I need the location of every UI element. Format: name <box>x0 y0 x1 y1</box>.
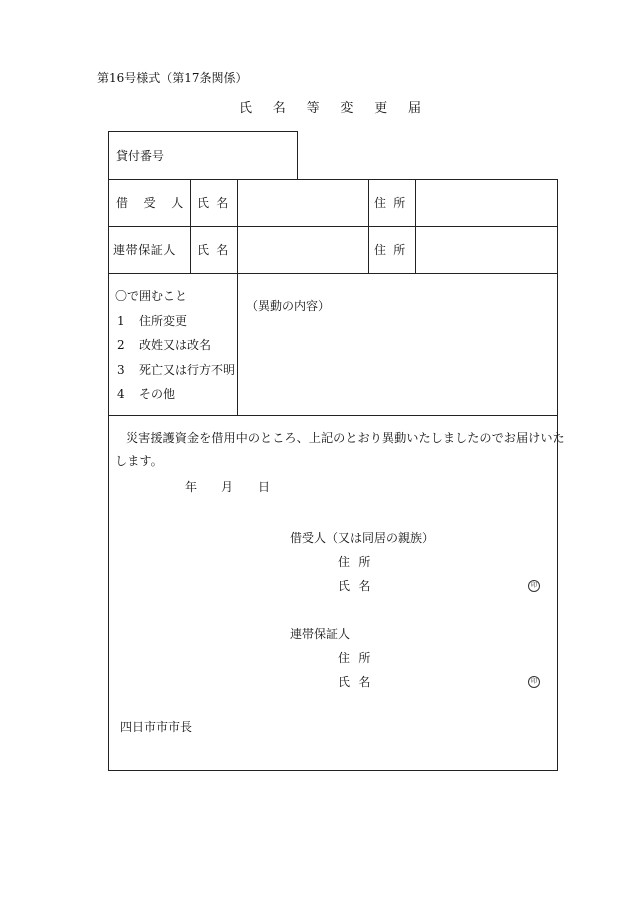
date-month[interactable]: 月 <box>221 480 234 494</box>
option-number: 1 <box>117 314 125 328</box>
option-number: 4 <box>117 387 125 401</box>
guarantor-signature-address-label: 住所 <box>338 651 379 665</box>
guarantor-address-field[interactable] <box>417 228 555 271</box>
seal-icon: 印 <box>528 676 540 688</box>
borrower-name-field[interactable] <box>239 181 366 224</box>
borrower-address-field[interactable] <box>417 181 555 224</box>
option-text: その他 <box>139 387 176 401</box>
page-title: 氏名等変更届 <box>239 101 442 116</box>
option-3[interactable] <box>117 364 235 376</box>
form-id: 第16号様式（第17条関係） <box>97 71 248 85</box>
circle-instruction: 〇で囲むこと <box>115 289 188 303</box>
option-text: 改姓又は改名 <box>139 338 212 352</box>
statement-line-1: 災害援護資金を借用中のところ、上記のとおり異動いたしましたのでお届けいた <box>126 431 565 445</box>
option-text: 住所変更 <box>139 314 188 328</box>
addressee: 四日市市市長 <box>120 720 193 734</box>
option-4[interactable] <box>117 388 175 400</box>
loan-number-label: 貸付番号 <box>116 149 165 163</box>
guarantor-signature-heading: 連帯保証人 <box>290 627 351 641</box>
option-2[interactable] <box>117 339 211 351</box>
seal-icon: 印 <box>528 580 540 592</box>
change-details-field[interactable] <box>240 318 554 412</box>
change-details-label: （異動の内容） <box>246 299 331 313</box>
borrower-name-label: 氏名 <box>197 196 236 210</box>
option-number: 2 <box>117 338 125 352</box>
borrower-signature-name-label: 氏名 <box>338 579 379 593</box>
guarantor-label: 連帯保証人 <box>113 243 177 257</box>
guarantor-name-label: 氏名 <box>197 243 236 257</box>
borrower-signature-heading: 借受人（又は同居の親族） <box>290 531 435 545</box>
guarantor-address-label: 住所 <box>374 243 413 257</box>
borrower-signature-address-label: 住所 <box>338 555 379 569</box>
guarantor-signature-name-label: 氏名 <box>338 675 379 689</box>
option-number: 3 <box>117 363 125 377</box>
date-year[interactable]: 年 <box>185 480 198 494</box>
date-day[interactable]: 日 <box>258 480 271 494</box>
option-text: 死亡又は行方不明 <box>139 363 236 377</box>
guarantor-name-field[interactable] <box>239 228 366 271</box>
borrower-label: 借受人 <box>116 196 199 210</box>
option-1[interactable] <box>117 315 187 327</box>
statement-line-2: します。 <box>115 454 163 468</box>
borrower-address-label: 住所 <box>374 196 413 210</box>
